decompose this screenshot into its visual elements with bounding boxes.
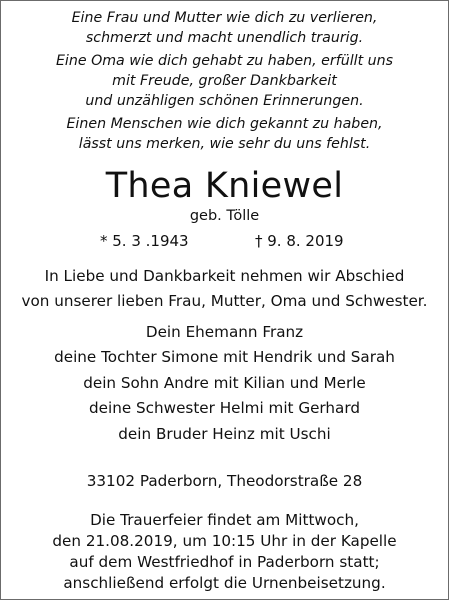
dates xyxy=(0,232,449,252)
service-line: Die Trauerfeier findet am Mittwoch, xyxy=(90,511,359,529)
mourner-line: Dein Ehemann Franz xyxy=(145,323,304,341)
service-line: auf dem Westfriedhof in Paderborn statt; xyxy=(69,553,380,571)
service-line: anschließend erfolgt die Urnenbeisetzung. xyxy=(63,574,386,592)
intro-line: von unserer lieben Frau, Mutter, Oma und Schwester. xyxy=(21,292,428,310)
address: 33102 Paderborn, Theodorstraße 28 xyxy=(86,472,363,490)
deceased-name: Thea Kniewel xyxy=(105,166,344,206)
service-line: den 21.08.2019, um 10:15 Uhr in der Kapelle xyxy=(52,532,397,550)
mourner-line: dein Bruder Heinz mit Uschi xyxy=(118,425,331,443)
birth-date: * 5. 3 .1943 xyxy=(100,232,189,250)
mourner-line: deine Tochter Simone mit Hendrik und Sarah xyxy=(54,348,395,366)
poem-line: lässt uns merken, wie sehr du uns fehlst. xyxy=(78,136,371,152)
death-date: † 9. 8. 2019 xyxy=(255,232,344,250)
mourner-line: dein Sohn Andre mit Kilian und Merle xyxy=(83,374,366,392)
maiden-name: geb. Tölle xyxy=(189,208,260,224)
poem-line: Einen Menschen wie dich gekannt zu haben, xyxy=(66,116,383,132)
mourner-line: deine Schwester Helmi mit Gerhard xyxy=(89,399,360,417)
poem-line: Eine Oma wie dich gehabt zu haben, erfüllt uns xyxy=(55,53,394,69)
intro-line: In Liebe und Dankbarkeit nehmen wir Abschied xyxy=(44,267,405,285)
poem-line: und unzähligen schönen Erinnerungen. xyxy=(85,93,364,109)
poem-line: mit Freude, großer Dankbarkeit xyxy=(112,73,337,89)
poem-line: Eine Frau und Mutter wie dich zu verlieren, xyxy=(71,10,378,26)
poem-line: schmerzt und macht unendlich traurig. xyxy=(85,30,364,46)
